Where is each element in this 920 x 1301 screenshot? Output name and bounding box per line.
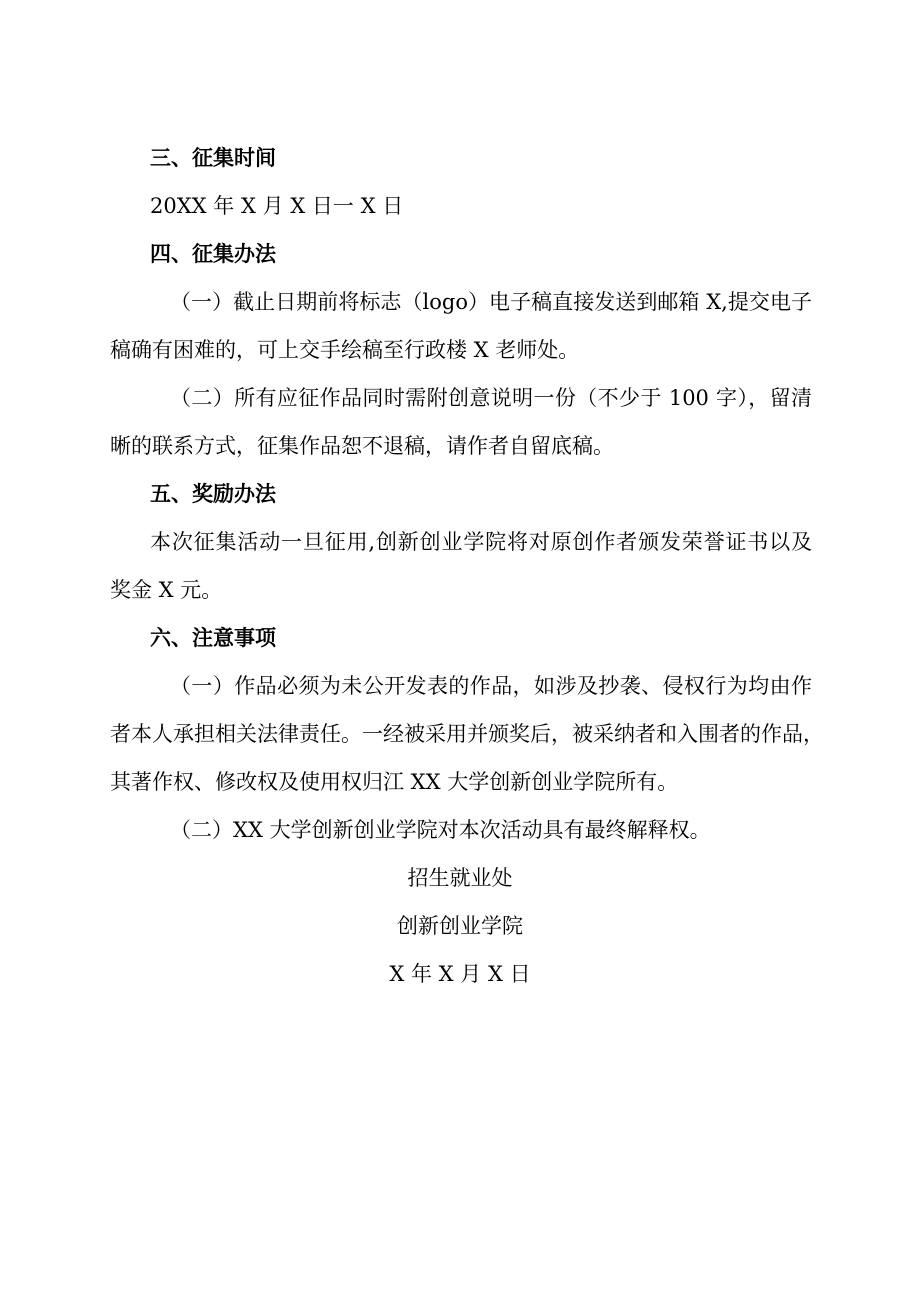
notice-1-line-3: 其著作权、修改权及使用权归江 XX 大学创新创业学院所有。 — [110, 770, 679, 794]
method-2-line-1: （二）所有应征作品同时需附创意说明一份（不少于 100 字），留清 — [170, 386, 812, 410]
notice-2-line-1: （二）XX 大学创新创业学院对本次活动具有最终解释权。 — [170, 818, 711, 842]
reward-line-1: 本次征集活动一旦征用,创新创业学院将对原创作者颁发荣誉证书以及 — [150, 530, 812, 554]
section-5-title: 五、奖励办法 — [150, 482, 276, 506]
signature-row-2 — [110, 902, 812, 950]
signature-row-1 — [110, 854, 812, 902]
section-3-title: 三、征集时间 — [150, 146, 276, 170]
signature-date: X 年 X 月 X 日 — [389, 962, 531, 986]
signature-row-3 — [110, 950, 812, 998]
notice-1-line-2: 者本人承担相关法律责任。一经被采用并颁奖后，被采纳者和入围者的作品， — [110, 722, 824, 746]
signature-dept-2: 创新创业学院 — [397, 914, 523, 938]
reward-line-2: 奖金 X 元。 — [110, 578, 223, 602]
method-1-line-1: （一）截止日期前将标志（logo）电子稿直接发送到邮箱 X,提交电子 — [170, 290, 812, 314]
method-1-line-2: 稿确有困难的，可上交手绘稿至行政楼 X 老师处。 — [110, 338, 580, 362]
section-4-title: 四、征集办法 — [150, 242, 276, 266]
collection-date: 20XX 年 X 月 X 日一 X 日 — [150, 194, 404, 218]
signature-dept-1: 招生就业处 — [407, 866, 513, 890]
section-6-title: 六、注意事项 — [150, 626, 276, 650]
method-2-line-2: 晰的联系方式，征集作品恕不退稿，请作者自留底稿。 — [110, 434, 614, 458]
document-body — [110, 134, 824, 998]
notice-1-line-1: （一）作品必须为未公开发表的作品，如涉及抄袭、侵权行为均由作 — [170, 674, 812, 698]
